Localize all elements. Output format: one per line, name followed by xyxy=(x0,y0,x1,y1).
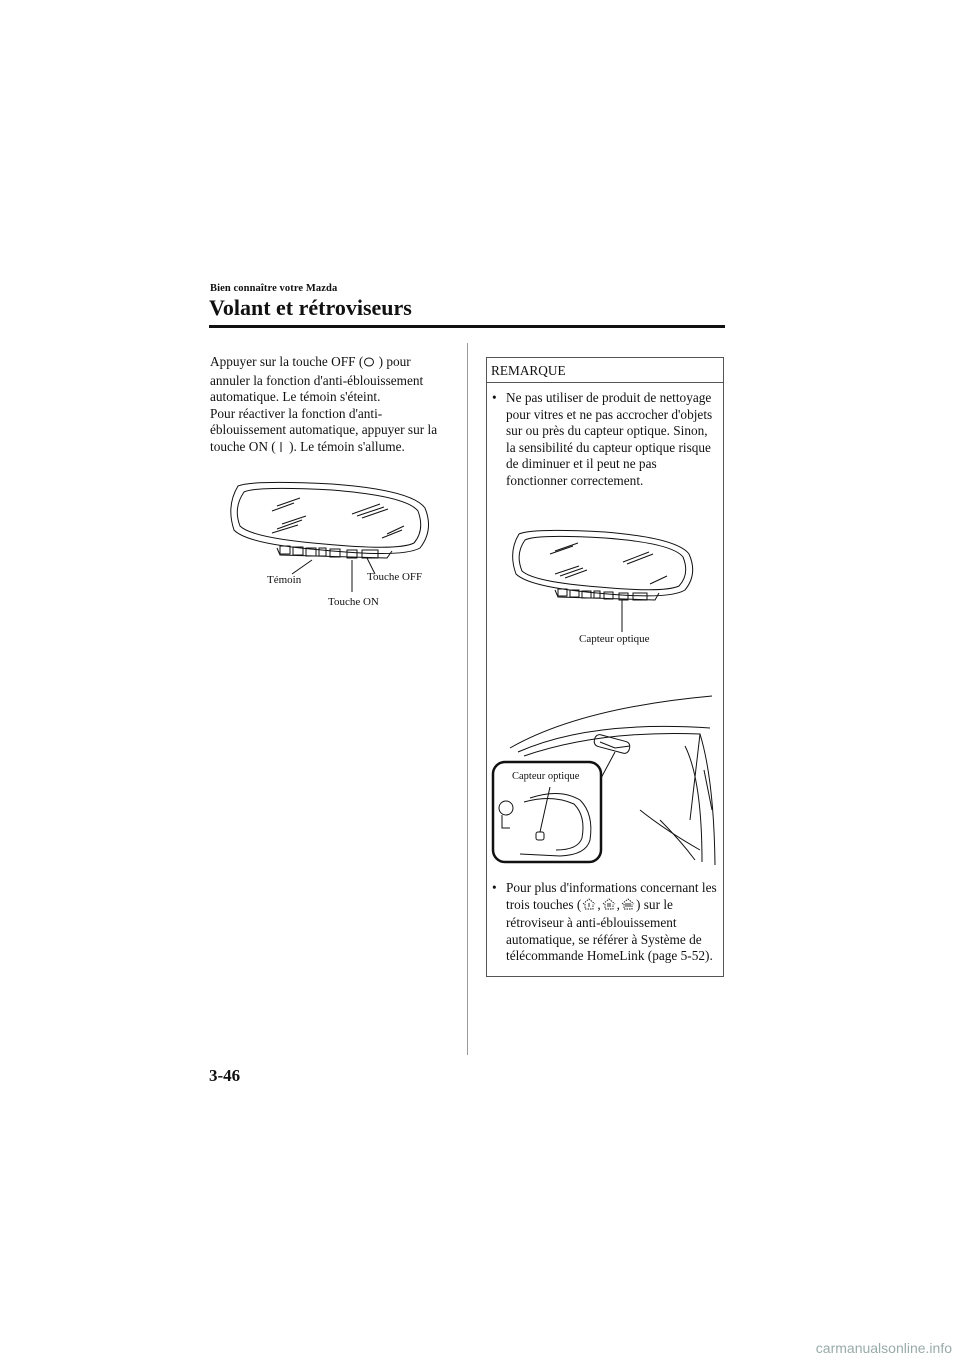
column-divider xyxy=(467,343,468,1055)
separator-2: , xyxy=(616,896,620,912)
page-title: Volant et rétroviseurs xyxy=(209,295,412,320)
note-bullet-2 xyxy=(492,880,720,965)
homelink-button-2-icon xyxy=(601,897,617,916)
label-capteur-optique-2: Capteur optique xyxy=(512,771,580,782)
paragraph-1-end: ) pour annuler la fonction d'anti-éblouissement automatique. Le témoin s'éteint. xyxy=(210,354,424,405)
note-mirror-illustration xyxy=(505,526,705,636)
left-paragraph xyxy=(210,354,450,458)
separator-1: , xyxy=(597,896,601,912)
bullet-dot: • xyxy=(492,390,497,405)
paragraph-2-end: ). Le témoin s'allume. xyxy=(289,438,405,454)
label-temoin: Témoin xyxy=(267,574,302,586)
note-bullet-1 xyxy=(492,390,720,490)
mirror-illustration xyxy=(222,478,442,608)
on-button-icon xyxy=(276,441,286,458)
paragraph-1-start: Appuyer sur la touche OFF ( xyxy=(210,354,364,369)
homelink-button-1-icon xyxy=(581,897,597,916)
off-button-icon xyxy=(363,356,375,373)
bullet-dot: • xyxy=(492,880,497,895)
label-capteur-optique-1: Capteur optique xyxy=(579,633,650,645)
homelink-button-3-icon xyxy=(620,897,636,916)
header-rule xyxy=(209,325,725,328)
note-bullet-2-start: Pour plus d'informations concernant les trois touches ( xyxy=(506,880,717,912)
note-bullet-2-body xyxy=(506,880,718,965)
label-touche-off: Touche OFF xyxy=(367,571,423,583)
label-touche-on: Touche ON xyxy=(328,596,379,608)
note-bullet-2-end: ) sur le rétroviseur à anti-éblouissement automatique, se référer à Système de télécommande HomeLink (page 5-52). xyxy=(506,896,713,964)
page-number: 3-46 xyxy=(209,1066,241,1085)
watermark: carmanualsonline.info xyxy=(815,1340,952,1356)
note-bullet-1-text: Ne pas utiliser de produit de nettoyage pour vitres et ne pas accrocher d'objets sur ou près du capteur optique. Sinon, la sensibilité du capteur optique risque de diminuer et il peut ne pas fonctionner correctement. xyxy=(506,390,713,488)
section-label: Bien connaître votre Mazda xyxy=(210,283,338,294)
paragraph-2-start: Pour réactiver la fonction d'anti-éblouissement automatique, appuyer sur la touche ON ( xyxy=(210,405,438,454)
note-heading: REMARQUE xyxy=(486,357,724,383)
